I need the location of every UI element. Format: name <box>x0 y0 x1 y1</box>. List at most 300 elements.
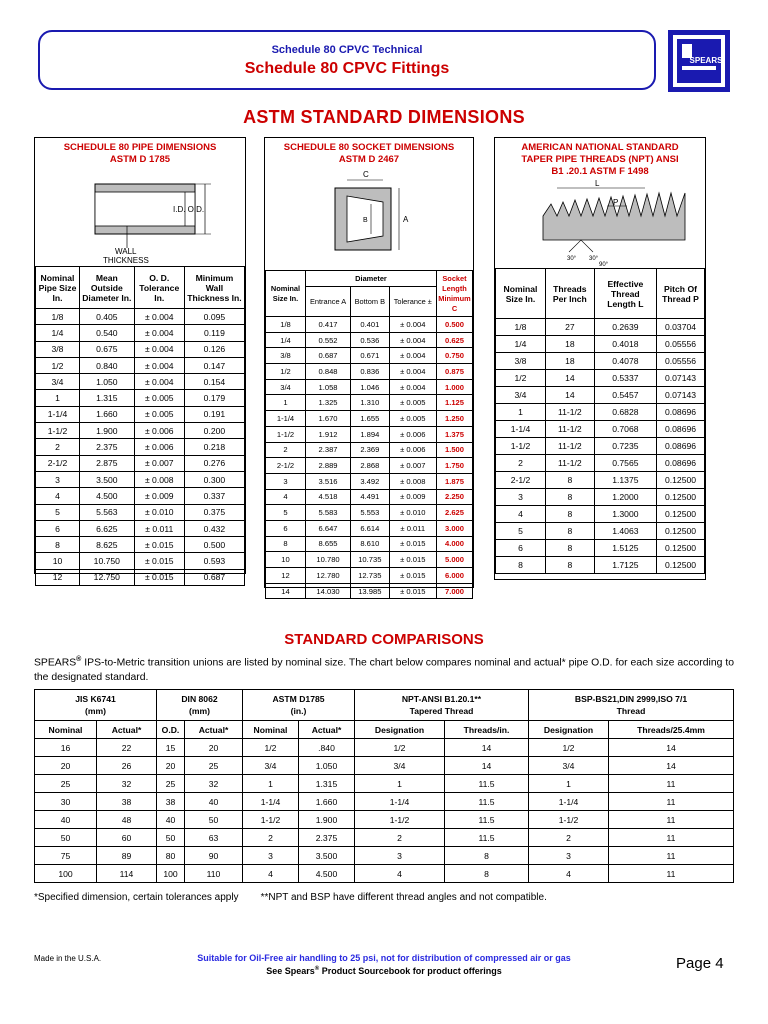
table-cell: 4 <box>36 488 80 504</box>
table-cell: 1.894 <box>351 426 389 442</box>
table-cell: 14 <box>609 739 734 757</box>
table-cell: 0.5337 <box>594 370 656 387</box>
table-cell: 8 <box>546 557 595 574</box>
table-cell: 8 <box>546 489 595 506</box>
table-cell: 1.1375 <box>594 472 656 489</box>
table-cell: 0.593 <box>184 553 244 569</box>
table-cell: 1-1/2 <box>529 811 609 829</box>
table-cell: ± 0.010 <box>389 505 436 521</box>
table-cell: 14.030 <box>306 583 351 599</box>
table-cell: 3.000 <box>437 520 473 536</box>
table-cell: ± 0.004 <box>389 348 436 364</box>
table-cell: 100 <box>157 865 185 883</box>
table-row <box>496 489 705 506</box>
table-row <box>266 348 473 364</box>
table-cell: 0.12500 <box>657 557 705 574</box>
table-cell: 1/4 <box>266 332 306 348</box>
table-cell: 0.4018 <box>594 336 656 353</box>
table-cell: 0.03704 <box>657 319 705 336</box>
table-row <box>36 309 245 325</box>
table-cell: 7.000 <box>437 583 473 599</box>
table-cell: 110 <box>185 865 243 883</box>
table-cell: ± 0.004 <box>389 364 436 380</box>
table-cell: ± 0.004 <box>134 309 184 325</box>
table-cell: 40 <box>35 811 97 829</box>
table-row <box>266 552 473 568</box>
table-cell: 1-1/4 <box>243 793 299 811</box>
table-cell: 1.375 <box>437 426 473 442</box>
table-cell: 2.875 <box>80 455 135 471</box>
table-cell: 8.610 <box>351 536 389 552</box>
group-header: NPT-ANSI B1.20.1** Tapered Thread <box>355 690 529 721</box>
table-cell: 8.655 <box>306 536 351 552</box>
table-cell: 3.500 <box>80 471 135 487</box>
group-header: ASTM D1785 (in.) <box>243 690 355 721</box>
table-cell: 1-1/4 <box>529 793 609 811</box>
table-cell: 1-1/2 <box>266 426 306 442</box>
pipe-diagram <box>35 166 245 266</box>
pipe-dimensions-panel <box>34 137 246 583</box>
table-cell: 80 <box>157 847 185 865</box>
table-cell: 8 <box>445 847 529 865</box>
table-row <box>36 553 245 569</box>
svg-text:30°: 30° <box>589 256 599 262</box>
table-cell: 3/8 <box>36 341 80 357</box>
table-cell: ± 0.004 <box>134 374 184 390</box>
table-cell: 1.125 <box>437 395 473 411</box>
table-cell: 1/2 <box>496 370 546 387</box>
table-row <box>35 865 734 883</box>
table-cell: 0.08696 <box>657 455 705 472</box>
table-cell: 3 <box>36 471 80 487</box>
column-header: Nominal <box>243 721 299 739</box>
table-cell: 1.7125 <box>594 557 656 574</box>
table-cell: 14 <box>445 739 529 757</box>
table-cell: 1 <box>496 404 546 421</box>
table-cell: 2 <box>496 455 546 472</box>
table-row <box>36 374 245 390</box>
table-cell: 8 <box>36 537 80 553</box>
table-cell: 1.750 <box>437 458 473 474</box>
table-cell: 38 <box>157 793 185 811</box>
table-cell: 3 <box>355 847 445 865</box>
table-cell: 10.750 <box>80 553 135 569</box>
table-cell: 2 <box>266 442 306 458</box>
table-cell: 3/4 <box>36 374 80 390</box>
table-cell: 1-1/2 <box>355 811 445 829</box>
table-cell: 1/2 <box>355 739 445 757</box>
column-header: O.D. <box>157 721 185 739</box>
table-row <box>496 438 705 455</box>
table-cell: 11 <box>609 811 734 829</box>
table-cell: 0.2639 <box>594 319 656 336</box>
table-cell: 4.491 <box>351 489 389 505</box>
table-cell: 10 <box>36 553 80 569</box>
table-cell: 0.687 <box>306 348 351 364</box>
column-header: Nominal <box>35 721 97 739</box>
table-cell: 8 <box>546 523 595 540</box>
table-cell: 3/4 <box>355 757 445 775</box>
table-cell: 18 <box>546 336 595 353</box>
table-cell: 0.6828 <box>594 404 656 421</box>
table-cell: ± 0.004 <box>389 317 436 333</box>
table-cell: 0.500 <box>184 537 244 553</box>
footnotes <box>34 892 547 903</box>
table-cell: 0.687 <box>184 569 244 585</box>
npt-panel-title: AMERICAN NATIONAL STANDARD TAPER PIPE THREADS (NPT) ANSI B1 .20.1 ASTM F 1498 <box>521 142 679 177</box>
table-cell: 114 <box>97 865 157 883</box>
table-cell: ± 0.011 <box>389 520 436 536</box>
table-row <box>496 523 705 540</box>
svg-text:A: A <box>403 215 409 224</box>
table-row <box>35 847 734 865</box>
table-row <box>496 404 705 421</box>
table-cell: 14 <box>546 370 595 387</box>
table-row <box>266 536 473 552</box>
group-header: DIN 8062 (mm) <box>157 690 243 721</box>
table-cell: 11-1/2 <box>546 421 595 438</box>
table-cell: 0.540 <box>80 325 135 341</box>
group-header: JIS K6741 (mm) <box>35 690 157 721</box>
table-cell: 0.12500 <box>657 489 705 506</box>
column-header: O. D. Tolerance In. <box>134 267 184 309</box>
column-header: Mean Outside Diameter In. <box>80 267 135 309</box>
column-header: Bottom B <box>351 287 389 317</box>
table-cell: 0.08696 <box>657 438 705 455</box>
table-cell: 6.614 <box>351 520 389 536</box>
svg-text:WALL: WALL <box>115 247 137 256</box>
table-cell: 4.518 <box>306 489 351 505</box>
column-header: Nominal Pipe Size In. <box>36 267 80 309</box>
table-cell: 25 <box>35 775 97 793</box>
table-row <box>266 489 473 505</box>
table-cell: 12.750 <box>80 569 135 585</box>
table-cell: 4.500 <box>299 865 355 883</box>
table-cell: 0.500 <box>437 317 473 333</box>
header-subtitle: Schedule 80 CPVC Technical <box>271 44 423 56</box>
table-cell: ± 0.015 <box>134 537 184 553</box>
svg-text:B: B <box>363 217 368 224</box>
table-cell: 11-1/2 <box>546 455 595 472</box>
table-cell: 1/2 <box>36 357 80 373</box>
table-header-row <box>266 271 473 287</box>
table-cell: 0.179 <box>184 390 244 406</box>
svg-text:30°: 30° <box>567 256 577 262</box>
table-cell: 1-1/4 <box>36 406 80 422</box>
table-cell: 11 <box>609 793 734 811</box>
table-cell: 0.432 <box>184 520 244 536</box>
column-header: Threads/in. <box>445 721 529 739</box>
table-cell: 14 <box>266 583 306 599</box>
table-cell: 11.5 <box>445 811 529 829</box>
table-cell: 2 <box>355 829 445 847</box>
table-row <box>266 473 473 489</box>
table-cell: 4.500 <box>80 488 135 504</box>
table-cell: 8 <box>266 536 306 552</box>
table-cell: ± 0.005 <box>389 411 436 427</box>
table-row <box>496 353 705 370</box>
table-cell: 0.147 <box>184 357 244 373</box>
table-row <box>35 793 734 811</box>
column-header: Minimum Wall Thickness In. <box>184 267 244 309</box>
table-cell: 14 <box>445 757 529 775</box>
table-cell: 8 <box>546 540 595 557</box>
table-cell: 1.310 <box>351 395 389 411</box>
table-cell: 27 <box>546 319 595 336</box>
table-cell: 12 <box>266 568 306 584</box>
table-cell: 11-1/2 <box>546 404 595 421</box>
table-cell: 20 <box>35 757 97 775</box>
table-row <box>35 829 734 847</box>
table-cell: 1-1/4 <box>355 793 445 811</box>
table-cell: 32 <box>185 775 243 793</box>
table-cell: 100 <box>35 865 97 883</box>
table-cell: 89 <box>97 847 157 865</box>
table-cell: 1/8 <box>496 319 546 336</box>
table-row <box>36 520 245 536</box>
table-cell: 1.912 <box>306 426 351 442</box>
table-row <box>496 540 705 557</box>
table-cell: 4 <box>529 865 609 883</box>
table-cell: 8 <box>546 506 595 523</box>
table-cell: 1.250 <box>437 411 473 427</box>
table-cell: 5.563 <box>80 504 135 520</box>
table-cell: 2.250 <box>437 489 473 505</box>
table-cell: 12.780 <box>306 568 351 584</box>
table-row <box>266 317 473 333</box>
table-row <box>35 811 734 829</box>
table-cell: 0.417 <box>306 317 351 333</box>
table-cell: 1.875 <box>437 473 473 489</box>
table-header-row <box>496 269 705 319</box>
table-cell: 3.516 <box>306 473 351 489</box>
table-row <box>36 325 245 341</box>
table-cell: 20 <box>157 757 185 775</box>
table-cell: ± 0.004 <box>134 341 184 357</box>
table-cell: 1/2 <box>243 739 299 757</box>
header-title: Schedule 80 CPVC Fittings <box>244 60 450 77</box>
table-cell: 6.647 <box>306 520 351 536</box>
table-cell: 0.126 <box>184 341 244 357</box>
table-cell: 0.08696 <box>657 421 705 438</box>
table-cell: 2 <box>529 829 609 847</box>
column-header: Threads/25.4mm <box>609 721 734 739</box>
comparisons-table <box>34 689 734 883</box>
table-cell: ± 0.011 <box>134 520 184 536</box>
table-cell: ± 0.009 <box>134 488 184 504</box>
table-cell: 6 <box>36 520 80 536</box>
table-row <box>266 442 473 458</box>
socket-diagram <box>265 166 473 270</box>
table-row <box>36 455 245 471</box>
table-cell: 1/4 <box>496 336 546 353</box>
table-cell: 1 <box>36 390 80 406</box>
table-cell: 0.300 <box>184 471 244 487</box>
table-cell: 50 <box>157 829 185 847</box>
table-cell: 50 <box>35 829 97 847</box>
comparisons-title: STANDARD COMPARISONS <box>284 631 484 648</box>
table-cell: 15 <box>157 739 185 757</box>
table-cell: 1.4063 <box>594 523 656 540</box>
table-cell: 5.000 <box>437 552 473 568</box>
table-cell: 11-1/2 <box>546 438 595 455</box>
table-cell: 1/8 <box>266 317 306 333</box>
column-header: Actual* <box>185 721 243 739</box>
table-cell: 6.000 <box>437 568 473 584</box>
table-row <box>36 406 245 422</box>
table-cell: 3 <box>243 847 299 865</box>
table-cell: ± 0.008 <box>134 471 184 487</box>
column-header: Tolerance ± <box>389 287 436 317</box>
table-cell: 18 <box>546 353 595 370</box>
table-cell: 0.836 <box>351 364 389 380</box>
table-row <box>35 757 734 775</box>
table-cell: 5.583 <box>306 505 351 521</box>
table-cell: 5.553 <box>351 505 389 521</box>
socket-dimensions-panel <box>264 137 474 596</box>
table-cell: 0.7235 <box>594 438 656 455</box>
table-cell: 1 <box>529 775 609 793</box>
table-cell: 13.985 <box>351 583 389 599</box>
column-header: Actual* <box>299 721 355 739</box>
table-cell: ± 0.004 <box>389 332 436 348</box>
table-cell: 4 <box>266 489 306 505</box>
table-cell: 2.369 <box>351 442 389 458</box>
table-cell: 0.552 <box>306 332 351 348</box>
table-cell: 1.315 <box>299 775 355 793</box>
table-cell: ± 0.004 <box>134 325 184 341</box>
table-row <box>266 505 473 521</box>
table-cell: 0.119 <box>184 325 244 341</box>
table-cell: 0.12500 <box>657 523 705 540</box>
table-cell: 2.889 <box>306 458 351 474</box>
table-cell: 50 <box>185 811 243 829</box>
table-cell: 12.735 <box>351 568 389 584</box>
table-cell: 0.12500 <box>657 472 705 489</box>
table-cell: 2-1/2 <box>36 455 80 471</box>
table-cell: 0.625 <box>437 332 473 348</box>
table-row <box>496 336 705 353</box>
table-cell: 0.405 <box>80 309 135 325</box>
table-cell: 1.058 <box>306 379 351 395</box>
svg-text:L: L <box>595 179 600 188</box>
table-cell: 0.05556 <box>657 353 705 370</box>
table-row <box>496 370 705 387</box>
table-cell: 1.900 <box>299 811 355 829</box>
table-cell: 0.276 <box>184 455 244 471</box>
table-cell: 0.12500 <box>657 540 705 557</box>
table-cell: 26 <box>97 757 157 775</box>
table-cell: 1.900 <box>80 423 135 439</box>
table-row <box>496 421 705 438</box>
table-cell: 8 <box>445 865 529 883</box>
table-cell: ± 0.005 <box>389 395 436 411</box>
table-cell: 2 <box>36 439 80 455</box>
table-cell: 3.500 <box>299 847 355 865</box>
table-cell: ± 0.015 <box>134 553 184 569</box>
table-cell: 32 <box>97 775 157 793</box>
table-cell: 1.3000 <box>594 506 656 523</box>
table-cell: 3 <box>266 473 306 489</box>
table-cell: ± 0.004 <box>389 379 436 395</box>
table-cell: ± 0.008 <box>389 473 436 489</box>
table-cell: 11.5 <box>445 793 529 811</box>
table-cell: 1-1/2 <box>36 423 80 439</box>
table-row <box>36 471 245 487</box>
table-cell: 48 <box>97 811 157 829</box>
table-cell: 0.375 <box>184 504 244 520</box>
table-cell: 0.5457 <box>594 387 656 404</box>
table-cell: 3/8 <box>266 348 306 364</box>
svg-text:C: C <box>363 170 369 179</box>
column-header: Nominal Size In. <box>496 269 546 319</box>
table-cell: 0.07143 <box>657 387 705 404</box>
table-cell: 5 <box>496 523 546 540</box>
table-row <box>496 387 705 404</box>
table-cell: 40 <box>157 811 185 829</box>
air-handling-notice: Suitable for Oil-Free air handling to 25 psi, not for distribution of compressed air or gas <box>197 953 571 963</box>
group-header: BSP-BS21,DIN 2999,ISO 7/1 Thread <box>529 690 734 721</box>
table-cell: 5 <box>36 504 80 520</box>
table-cell: 3/4 <box>496 387 546 404</box>
table-row <box>496 455 705 472</box>
table-row <box>36 423 245 439</box>
table-cell: 16 <box>35 739 97 757</box>
column-header: Entrance A <box>306 287 351 317</box>
table-cell: ± 0.010 <box>134 504 184 520</box>
spears-logo <box>668 30 730 92</box>
table-row <box>266 426 473 442</box>
column-header: Pitch Of Thread P <box>657 269 705 319</box>
table-row <box>266 364 473 380</box>
pipe-panel-title: SCHEDULE 80 PIPE DIMENSIONS ASTM D 1785 <box>63 142 217 165</box>
logo-text: SPEARS <box>689 56 723 65</box>
table-row <box>36 504 245 520</box>
table-cell: 30 <box>35 793 97 811</box>
table-cell: 11 <box>609 775 734 793</box>
table-cell: 11 <box>609 829 734 847</box>
column-header: Effective Thread Length L <box>594 269 656 319</box>
table-cell: 1.050 <box>80 374 135 390</box>
table-cell: 0.08696 <box>657 404 705 421</box>
table-cell: 14 <box>609 757 734 775</box>
table-cell: 8 <box>496 557 546 574</box>
table-cell: 6 <box>266 520 306 536</box>
table-header-row <box>36 267 245 309</box>
table-cell: 0.095 <box>184 309 244 325</box>
table-cell: 1.2000 <box>594 489 656 506</box>
table-row <box>496 472 705 489</box>
table-group-row <box>35 690 734 721</box>
table-cell: 0.675 <box>80 341 135 357</box>
table-cell: 1.5125 <box>594 540 656 557</box>
table-cell: 0.671 <box>351 348 389 364</box>
table-row <box>36 537 245 553</box>
table-cell: 0.191 <box>184 406 244 422</box>
table-cell: 1.315 <box>80 390 135 406</box>
table-cell: 1.325 <box>306 395 351 411</box>
table-cell: 60 <box>97 829 157 847</box>
table-row <box>36 439 245 455</box>
table-cell: ± 0.015 <box>389 568 436 584</box>
table-cell: 90 <box>185 847 243 865</box>
table-cell: 38 <box>97 793 157 811</box>
table-cell: 1/8 <box>36 309 80 325</box>
npt-threads-table <box>495 268 705 574</box>
table-cell: 0.218 <box>184 439 244 455</box>
table-cell: 6 <box>496 540 546 557</box>
table-cell: 1 <box>243 775 299 793</box>
